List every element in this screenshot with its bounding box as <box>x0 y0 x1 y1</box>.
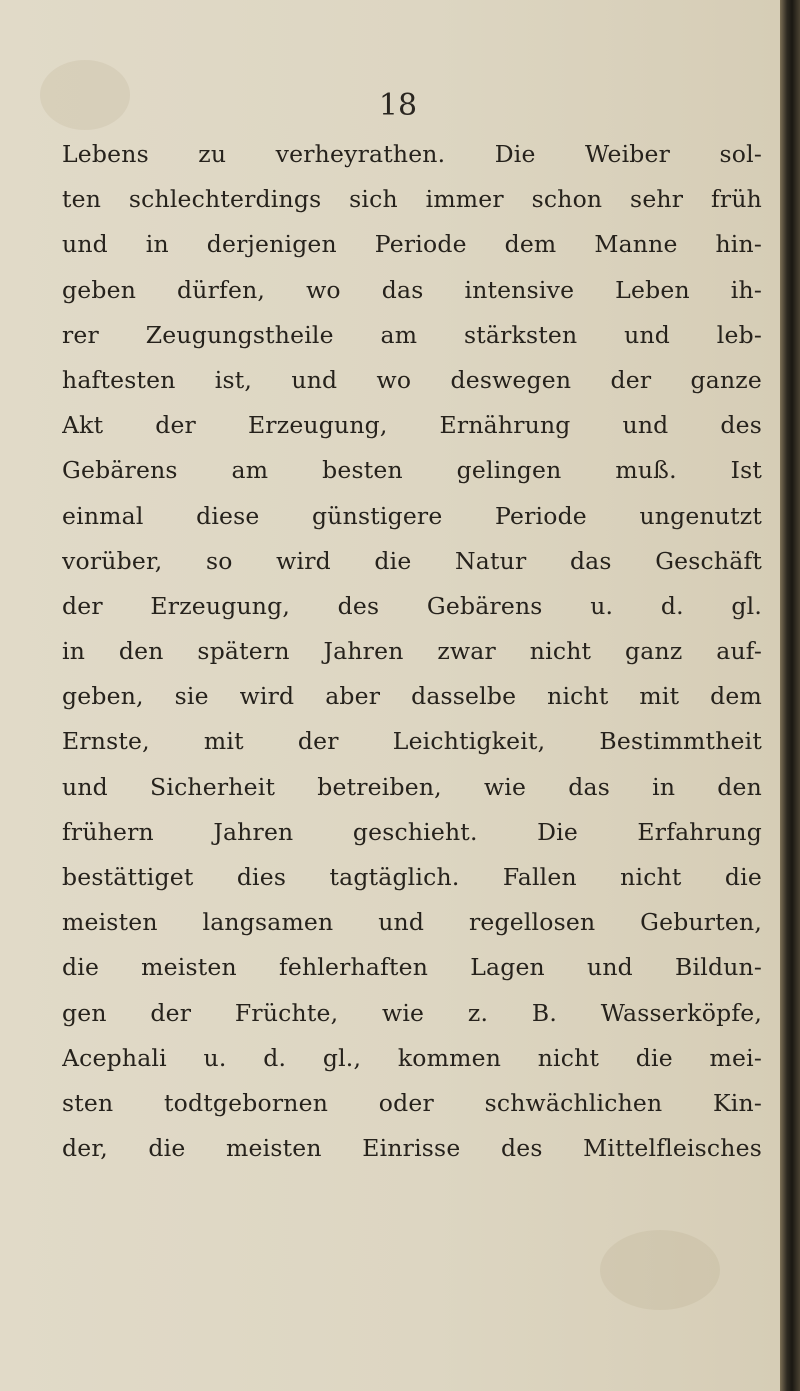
text-line: Gebärens am besten gelingen muß. Ist <box>62 456 762 485</box>
text-line: und in derjenigen Periode dem Manne hin- <box>62 230 762 259</box>
text-line: gen der Früchte, wie z. B. Wasserköpfe, <box>62 998 762 1027</box>
text-line: geben dürfen, wo das intensive Leben ih- <box>62 275 762 304</box>
text-line: geben, sie wird aber dasselbe nicht mit dem <box>62 682 762 711</box>
text-line: Ernste, mit der Leichtigkeit, Bestimmtheit <box>62 727 762 756</box>
text-line: ten schlechterdings sich immer schon sehr früh <box>62 185 762 214</box>
text-line: die meisten fehlerhaften Lagen und Bildun- <box>62 953 762 982</box>
book-binding-edge <box>780 0 800 1391</box>
paper-stain <box>600 1230 720 1310</box>
text-line: der, die meisten Einrisse des Mittelfleisches <box>62 1134 762 1163</box>
text-line: haftesten ist, und wo deswegen der ganze <box>62 365 762 394</box>
text-line: frühern Jahren geschieht. Die Erfahrung <box>62 817 762 846</box>
text-line: Akt der Erzeugung, Ernährung und des <box>62 411 762 440</box>
text-line: rer Zeugungstheile am stärksten und leb- <box>62 320 762 349</box>
page-number: 18 <box>378 88 418 123</box>
text-line: Lebens zu verheyrathen. Die Weiber sol- <box>62 140 762 168</box>
body-text <box>62 132 762 1171</box>
text-line: einmal diese günstigere Periode ungenutzt <box>62 501 762 530</box>
text-line: vorüber, so wird die Natur das Geschäft <box>62 546 762 575</box>
text-line: Acephali u. d. gl., kommen nicht die mei- <box>62 1043 762 1072</box>
paper-stain <box>40 60 130 130</box>
text-line: bestättiget dies tagtäglich. Fallen nicht die <box>62 863 762 891</box>
text-line: der Erzeugung, des Gebärens u. d. gl. <box>62 591 762 620</box>
text-line: sten todtgebornen oder schwächlichen Kin- <box>62 1088 762 1117</box>
text-line: meisten langsamen und regellosen Geburten, <box>62 908 762 937</box>
text-line: und Sicherheit betreiben, wie das in den <box>62 772 762 801</box>
text-line: in den spätern Jahren zwar nicht ganz auf- <box>62 637 762 666</box>
